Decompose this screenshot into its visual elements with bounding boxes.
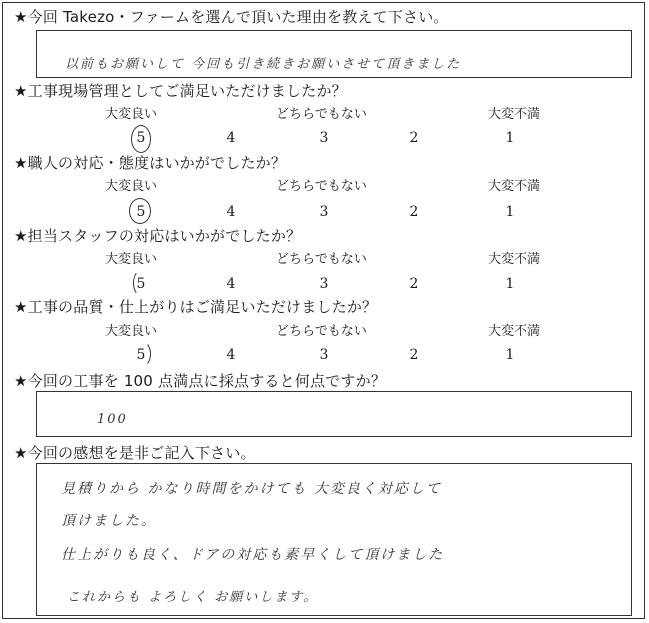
question-quality: ★工事の品質・仕上がりはご満足いただけましたか？ [14, 298, 378, 316]
selected-rating-circle [131, 125, 151, 153]
scale-label-bad: 大変不満 [488, 179, 541, 194]
scale-label-good: 大変良い [105, 252, 158, 267]
impression-line-1: 見積りから かなり時間をかけても 大変良く対応して [61, 481, 442, 497]
rating-option-3[interactable]: 3 [319, 130, 329, 146]
rating-option-1[interactable]: 1 [505, 130, 515, 146]
scale-label-bad: 大変不満 [488, 252, 541, 267]
rating-option-3[interactable]: 3 [319, 347, 329, 363]
rating-option-1[interactable]: 1 [505, 276, 515, 292]
impressions-answer-box[interactable] [36, 463, 632, 616]
rating-option-4[interactable]: 4 [226, 204, 236, 220]
selected-rating-mark [133, 270, 149, 296]
rating-option-5[interactable]: 5 [136, 130, 146, 146]
rating-option-4[interactable]: 4 [226, 347, 236, 363]
question-score: ★今回の工事を 100 点満点に採点すると何点ですか？ [14, 372, 387, 390]
score-handwritten: 100 [97, 412, 128, 427]
impression-line-4: これからも よろしく お願いします。 [67, 590, 319, 605]
question-staff: ★担当スタッフの対応はいかがでしたか？ [14, 227, 302, 245]
rating-option-2[interactable]: 2 [409, 276, 419, 292]
scale-label-neutral: どちらでもない [276, 107, 367, 122]
scale-label-bad: 大変不満 [488, 324, 541, 339]
rating-option-5[interactable]: 5 [136, 347, 146, 363]
reason-answer-box[interactable] [36, 30, 632, 78]
rating-option-1[interactable]: 1 [505, 347, 515, 363]
rating-option-3[interactable]: 3 [319, 276, 329, 292]
selected-rating-mark [133, 341, 151, 367]
scale-label-neutral: どちらでもない [276, 179, 367, 194]
scale-label-bad: 大変不満 [488, 107, 541, 122]
rating-option-4[interactable]: 4 [226, 276, 236, 292]
impression-line-3: 仕上がりも良く、ドアの対応も素早くして頂けました [61, 547, 445, 563]
rating-option-3[interactable]: 3 [319, 204, 329, 220]
rating-option-5[interactable]: 5 [136, 276, 146, 292]
question-reason: ★今回 Takezo・ファームを選んで頂いた理由を教えて下さい。 [14, 8, 449, 26]
question-impressions: ★今回の感想を是非ご記入下さい。 [14, 444, 256, 462]
rating-option-1[interactable]: 1 [505, 204, 515, 220]
impression-line-2: 頂けました。 [61, 513, 157, 529]
rating-option-2[interactable]: 2 [409, 130, 419, 146]
score-answer-box[interactable] [36, 391, 632, 437]
rating-option-2[interactable]: 2 [409, 347, 419, 363]
rating-option-4[interactable]: 4 [226, 130, 236, 146]
scale-label-good: 大変良い [105, 107, 158, 122]
scale-label-neutral: どちらでもない [276, 252, 367, 267]
scale-label-good: 大変良い [105, 324, 158, 339]
selected-rating-circle [129, 198, 151, 224]
question-site-management: ★工事現場管理としてご満足いただけましたか？ [14, 82, 347, 100]
scale-label-good: 大変良い [105, 179, 158, 194]
rating-option-5[interactable]: 5 [136, 204, 146, 220]
reason-handwritten: 以前もお願いして 今回も引き続きお願いさせて頂きました [65, 57, 462, 72]
scale-label-neutral: どちらでもない [276, 324, 367, 339]
rating-option-2[interactable]: 2 [409, 204, 419, 220]
question-craftsmen: ★職人の対応・態度はいかがでしたか？ [14, 154, 287, 172]
